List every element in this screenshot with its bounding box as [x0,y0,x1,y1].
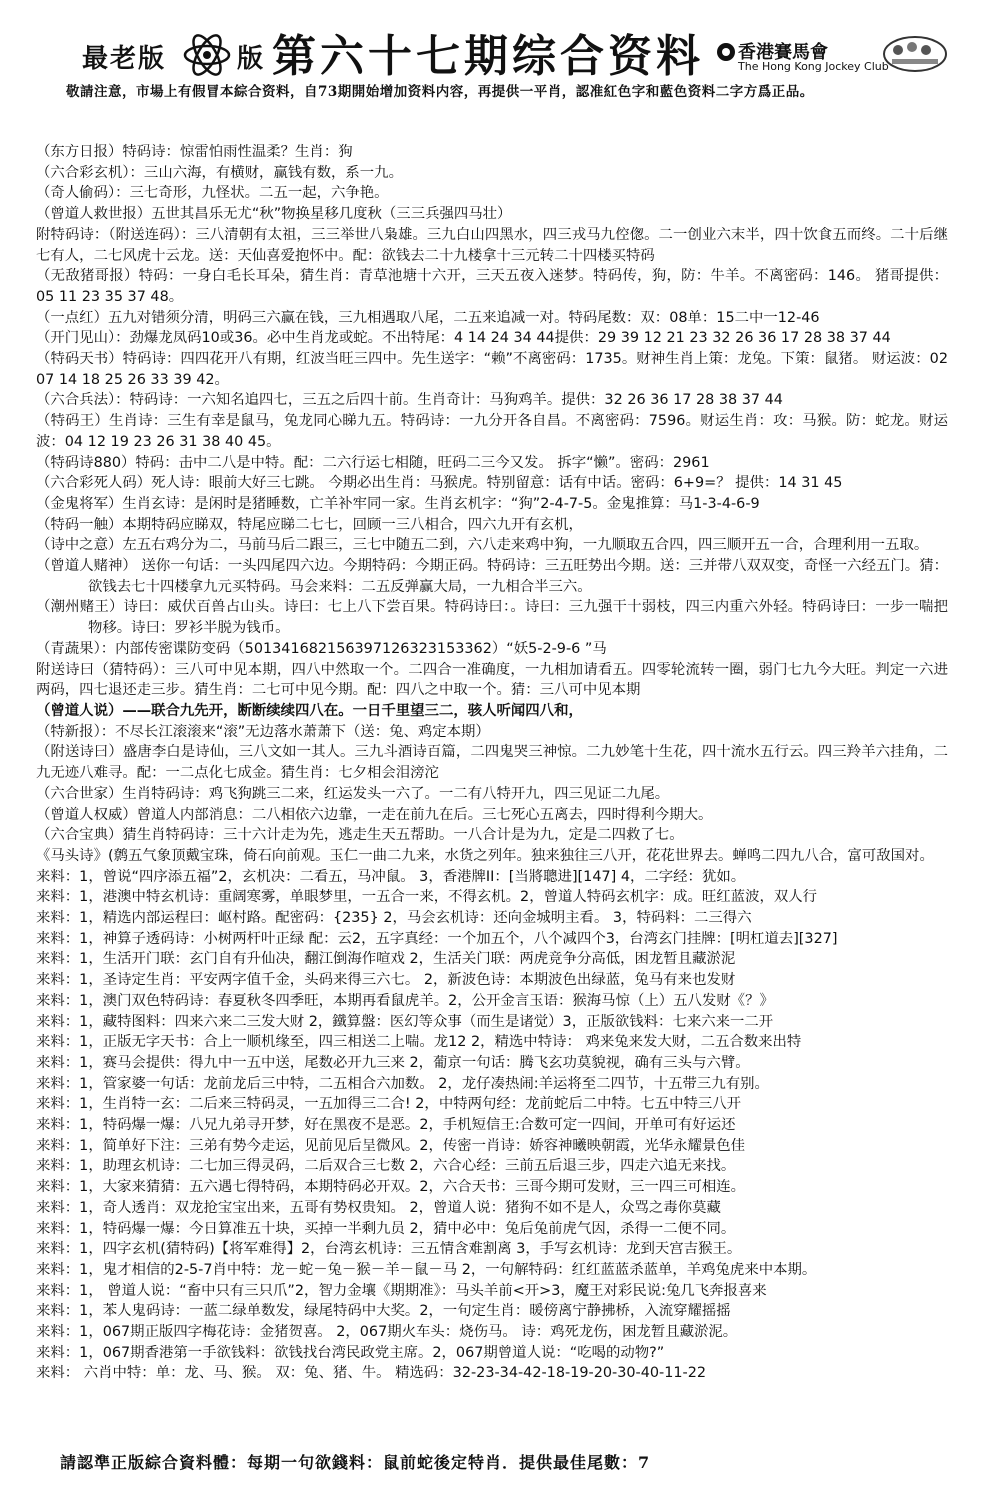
page-footer: 請認準正版綜合資料體：每期一句欲錢料：鼠前蛇後定特肖．提供最佳尾數：7 [60,1453,651,1472]
content-line: 来料：1，生肖特一玄：二后来三特码灵，一五加得三二合! 2，中特两句经：龙前蛇后二中特。七五中特三八开 [36,1096,742,1113]
content-line: 来料：1，067期正版四字梅花诗：金猪贺喜。 2，067期火车头：烧伤马。 诗：鸡死龙伤，困龙暂且藏淤泥。 [36,1324,738,1341]
authenticity-notice: 敬請注意，市場上有假冒本綜合资料，自73期開始增加资料内容，再提供一平肖，認准紅色字和藍色资料二字方爲正品。 [66,84,814,100]
content-line: 来料：1，曾说“四序添五福”2，玄机决：二看五，马冲鼠。 3，香港牌II：[当將聰进][147] 4，二字经：犹如。 [36,868,746,885]
hkjc-badge [716,38,889,78]
content-line: （特新报）：不尽长江滚滚来“滚”无边落水萧萧下（送：兔、鸡定本期） [36,723,490,740]
content-line: （六合彩死人码）死人诗：眼前大好三七跳。 今期必出生肖：马猴虎。特别留意：话有中话。密码：6+9=？ 提供：14 31 45 [36,475,843,492]
page-header [0,0,993,100]
content-line: （六合彩玄机）：三山六海，有横财，赢钱有数，系一九。 [36,164,403,181]
content-line: 来料：1，特码爆一爆：今日算准五十块，买掉一半剩九员 2，猜中必中：兔后兔前虎气因，杀得一二便不同。 [36,1220,736,1237]
content-line: 来料：1，助理玄机诗：二七加三得灵码，二后双合三七数 2，六合心经：三前五后退三步，四走六追无来找。 [36,1158,736,1175]
content-line: 来料：1，管家婆一句话：龙前龙后三中特，二五相合六加数。 2，龙仔凑热闹:羊运将至二四节，十五带三九有别。 [36,1075,769,1092]
atom-ring-icon [182,30,232,80]
content-line: 来料：1，精选内部运程曰：岖村路。配密码：{235} 2，马会玄机诗：还向金城明主看。 3，特码料：二三得六 [36,910,752,927]
content-line: 附送诗曰（猜特码）：三八可中见本期，四八中然取一个。二四合一准确度，一九相加请看五。四零轮流转一圈，弱门七九今大旺。判定一六进两码，四七退还走三步。猜生肖：二七可中见今期。配：四八之中取一个。猜：三八可中见本期 [36,661,948,699]
content-line: 来料：1，澳门双色特码诗：春夏秋冬四季旺，本期再看鼠虎羊。2，公开金言玉语：猴海马惊（上）五八发财《？》 [36,992,774,1009]
edition-right: 版 [237,44,266,74]
content-line: （青蔬果）：内部传密谍防变码（501341682156397126323153362）“妖5-2-9-6 ”马 [36,640,607,657]
content-line: 来料：1，简单好下注：三弟有势今走运，见前见后呈微风。2，传密一肖诗：娇容神曦映朝霞，光华永耀景色佳 [36,1137,746,1154]
content-line: （六合世家）生肖特码诗：鸡飞狗跳三二来，红运发头一六了。一二有八特开九，四三见证二九尾。 [36,785,670,802]
content-line: （特码天书）特码诗：四四花开八有期，红波当旺三四中。先生送字：“赖”不离密码：1735。财神生肖上策：龙兔。下策：鼠猪。 财运波：02 07 14 18 25 26 33 39 42。 [36,351,948,388]
content-line: （曾道人救世报）五世其昌乐无尤“秋”物换星移几度秋（三三兵强四马壮） [36,206,512,223]
content-line: 来料：1，港澳中特玄机诗：重阔寒雾，单眼梦里，一五合一来，不得玄机。2，曾道人特码玄机字：成。旺红蓝波，双人行 [36,889,818,906]
content-line: 来料：1，藏特图料：四来六来二三发大财 2，鐵算盤：医幻等众事（而生是诸觉）3，正版欲钱料：七来六来一二开 [36,1013,774,1030]
hkjc-logo-icon [716,42,736,62]
content-line: 附特码诗：（附送连码）：三八清朝有太祖，三三举世八枭雄。三九白山四黑水，四三戎马九倥偬。二一创业六末半，四十饮食五而终。二十后继七有人，二七风虎十云龙。送：天仙喜爱抱怀中。配：欲钱去二十九楼拿十三元转二十四楼买特码 [36,226,948,264]
content-line: （曾道人权威）曾道人内部消息：二八相依六边靠，一走在前九在后。三七死心五离去，四时得利今期大。 [36,806,713,823]
lottery-logo-icon [882,34,948,74]
content-line: 来料：1，圣诗定生肖：平安两字值千金，头码来得三六七。 2，新波色诗：本期波色出绿蓝，兔马有来也发财 [36,972,736,989]
content-line: 来料：1，生活开门联：玄门自有升仙决，翻江倒海作喧戏 2，生活关门联：两虎竞争分高低，困龙暂且藏淤泥 [36,951,736,968]
content-line: （曾道人赌神） 送你一句话：一头四尾四六边。今期特码：今期正码。特码诗：三五旺势出今期。送：三并带八双双变，奇怪一六经五门。猜：欲钱去七十四楼拿九元买特码。马会来料：二五反弹赢大局，一九相合半三六。 [36,558,948,595]
content-line: 来料：1，大家来猜猜：五六遇七得特码，本期特码必开双。2，六合天书：三哥今期可发财，三一四三可相连。 [36,1179,746,1196]
content-line: （特码王）生肖诗：三生有幸是鼠马，兔龙同心睇九五。特码诗：一九分开各自昌。不离密码：7596。财运生肖：攻：马猴。防：蛇龙。财运波：04 12 19 23 26 31 38 40 45。 [36,413,948,450]
content-line: （东方日报）特码诗：惊雷怕雨性温柔？生肖：狗 [36,144,353,160]
content-line: 《马头诗》(鹩五气象顶戴宝珠，倚石向前观。玉仁一曲二九来，水货之列年。独来独往三八开，花花世界去。蝉鸣二四九八合，富可敌国对。 [36,847,934,864]
content-line: 来料：1，赛马会提供：得九中一五中送，尾数必开九三来 2，葡京一句话：腾飞玄功莫貌视，确有三头与六臂。 [36,1054,750,1071]
hkjc-name-en: The Hong Kong Jockey Club [738,60,889,73]
content-line: 来料：1，神算子透码诗：小树两杆叶正绿 配：云2，五字真经：一个加五个，八个减四个3，台湾玄门挂牌：[明杠道去][327] [36,930,838,947]
content-line: 来料：1，正版无字天书：合上一顺机缘至，四三相送二上喘。龙12 2，精选中特诗： 鸡来兔来发大财，二五合数来出特 [36,1034,802,1051]
content-line: （开门见山）：劲爆龙凤码10或36。必中生肖龙或蛇。不出特尾：4 14 24 34 44提供：29 39 12 21 23 32 26 36 17 28 38 37 44 [36,330,891,347]
content-line: （潮州赌王）诗曰：威伏百兽占山头。诗曰：七上八下尝百果。特码诗曰：。诗曰：三九强干十弱枝，四三内重六外轻。特码诗曰：一步一喘把物移。诗曰：罗衫半脱为钱币。 [36,599,948,637]
page-title: 第六十七期综合资料 [272,31,704,82]
content-line-emphasis: （曾道人说）——联合九先开，断断续续四八在。一日千里望三二，骇人听闻四八和， [36,702,583,719]
edition-label [82,38,266,75]
content-body [36,142,948,1384]
hkjc-name-cn: 香港賽馬會 [738,42,828,63]
content-line: （六合兵法）：特码诗：一六知名追四七，三五之后四十前。生肖奇计：马狗鸡羊。提供：32 26 36 17 28 38 37 44 [36,392,783,409]
content-line: （一点红）五九对错须分清，明码三六赢在钱，三九相遇取八尾，二五来追减一对。特码尾数：双：08单：15二中一12-46 [36,309,820,326]
content-line: 来料：1，特码爆一爆：八兄九弟寻开梦，好在黑夜不是恶。2，手机短信王:合数可定一四间，开单可有好运还 [36,1117,736,1134]
content-line: 来料：1，四字玄机(猜特码)【将军难得】2，台湾玄机诗：三五情含难割离 3，手写玄机诗：龙到天宫吉猴王。 [36,1241,742,1258]
content-line: 来料：1，067期香港第一手欲钱料：欲钱找台湾民政党主席。2，067期曾道人说：“吃喝的动物?” [36,1344,665,1361]
edition-left: 最老版 [82,44,167,74]
content-line: （金鬼将军）生肖玄诗：是闲时是猪睡数，亡羊补牢同一家。生肖玄机字：“狗”2-4-7-5。金鬼推算：马1-3-4-6-9 [36,495,760,512]
content-line: （特码诗880）特码：击中二八是中特。配：二六行运七相随，旺码二三今又发。 拆字“懒”。密码：2961 [36,454,710,471]
content-line: （六合宝典）猜生肖特码诗：三十六计走为先，逃走生天五帮助。一八合计是为九，定是二四救了七。 [36,827,684,844]
content-line: （特码一触）本期特码应睇双，特尾应睇二七七，回顾一三八相合，四六九开有玄机， [36,516,583,533]
content-line: 来料： 六肖中特：单：龙、马、猴。 双：兔、猪、牛。 精选码：32-23-34-42-18-19-20-30-40-11-22 [36,1365,707,1382]
content-line: 来料：1， 曾道人说：“畜中只有三只爪”2，智力金壤《期期准》：马头羊前<开>3，魔王对彩民说:兔几飞奔报喜来 [36,1282,767,1299]
content-line: 来料：1，鬼才相信的2-5-7肖中特：龙－蛇－兔－猴－羊－鼠－马 2，一句解特码：红红蓝蓝杀蓝单，羊鸡兔虎来中本期。 [36,1261,817,1278]
content-line: （奇人偷码）：三七奇形，九怪状。二五一起，六争艳。 [36,185,389,202]
content-line: （无敌猪哥报）特码：一身白毛长耳朵，猜生肖：青草池塘十六开，三天五夜入迷梦。特码传，狗，防：牛羊。不离密码：146。 猪哥提供：05 11 23 35 37 48。 [36,268,948,305]
content-line: 来料：1，苯人鬼码诗：一蓝二绿单数发，绿尾特码中大奖。2，一句定生肖：暖傍离宁静拂桥，入流穿耀摇摇 [36,1303,731,1320]
content-line: （附送诗曰）盛唐李白是诗仙，三八文如一其人。三九斗酒诗百篇，二四鬼哭三神惊。二九妙笔十生花，四十流水五行云。四三羚羊六挂角，二九无迹八难寻。配：一二点化七成金。猜生肖：七夕相会泪滂沱 [36,744,948,782]
content-line: 来料：1，奇人透肖：双龙抢宝宝出来，五哥有势权贵知。 2，曾道人说：猪狗不如不是人，众骂之毒你莫藏 [36,1199,721,1216]
content-line: （诗中之意）左五右鸡分为二，马前马后二跟三，三七中随五二到，六八走来鸡中狗，一九顺取五合四，四三顺开五一合，合理利用一五取。 [36,537,929,554]
